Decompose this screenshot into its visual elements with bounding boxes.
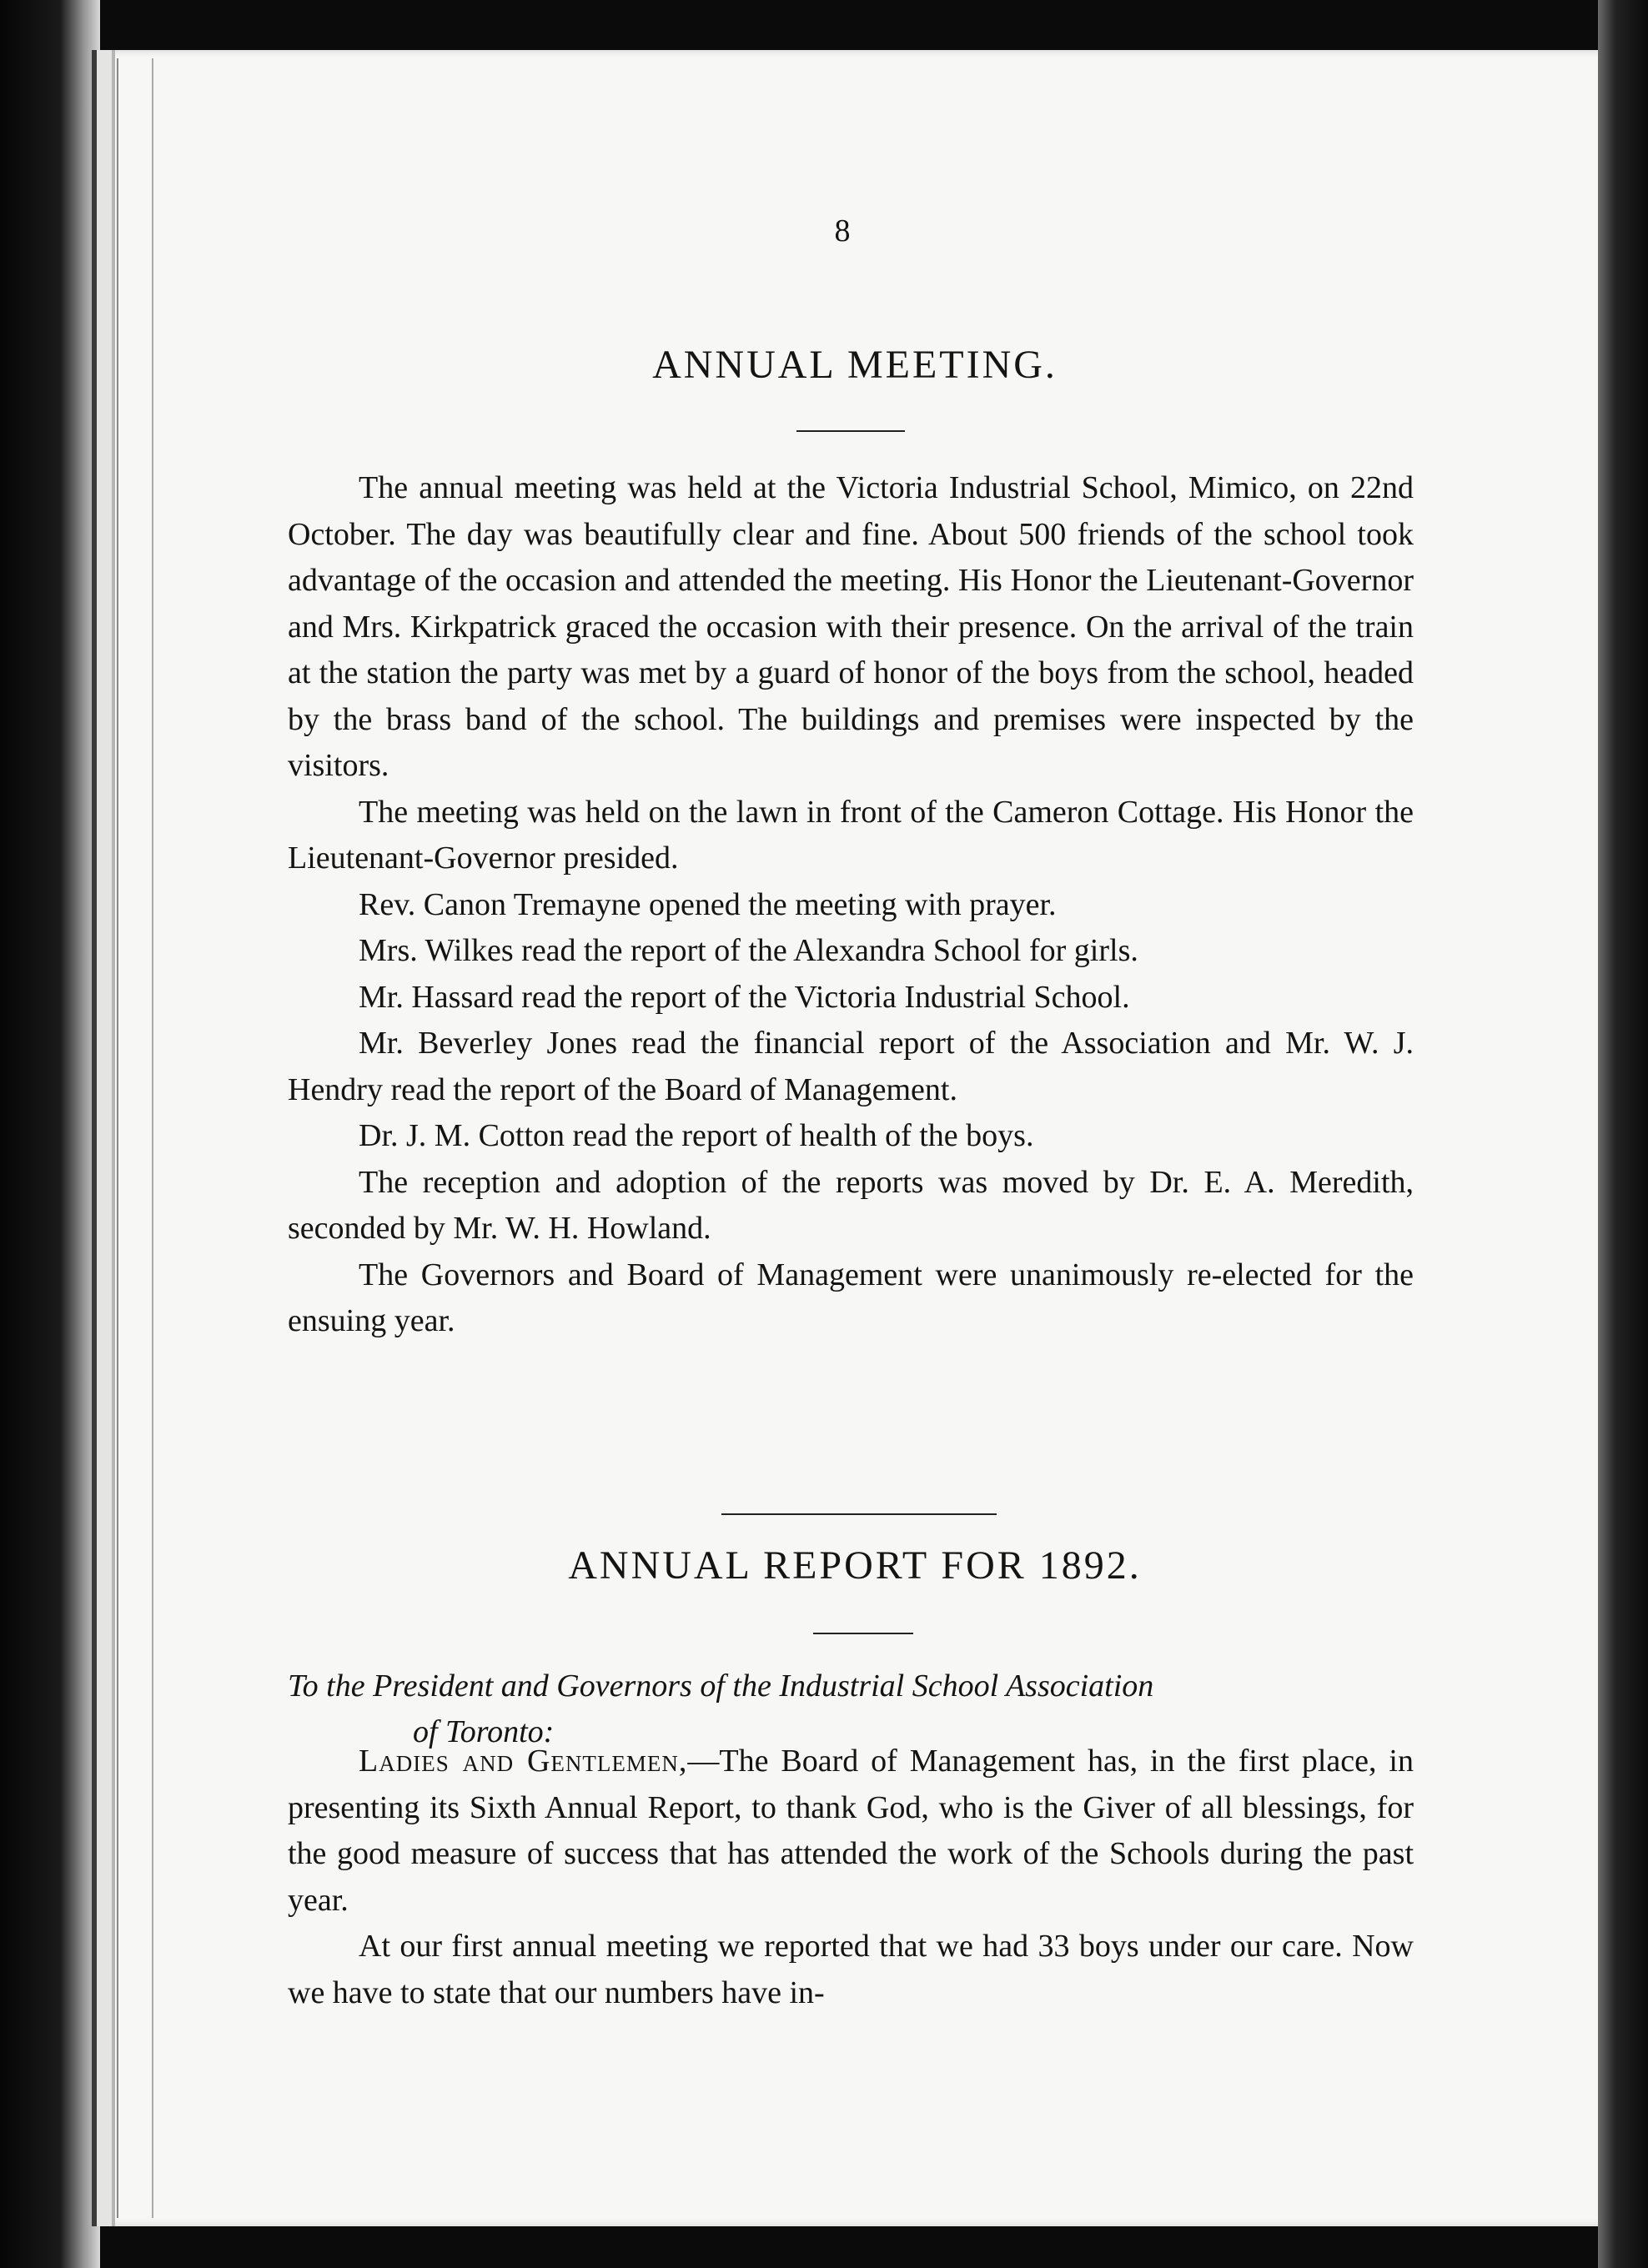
paragraph: Mr. Beverley Jones read the financial report of the Association and Mr. W. J. Hendry read the report of the Board of Management. [288, 1026, 1414, 1107]
paragraph-text: —The Board of Management has, in the first place, in presenting its Sixth Annual Report, to thank God, who is the Giver of all blessings, for the good measure of success that has attended the work of the Schools during the past year. [288, 1744, 1414, 1918]
paragraph: The Governors and Board of Management were unanimously re-elected for the ensuing year. [288, 1257, 1414, 1338]
paragraph: The meeting was held on the lawn in front of the Cameron Cottage. His Honor the Lieutenant-Governor presided. [288, 794, 1414, 876]
address-line: of Toronto: [413, 1714, 555, 1749]
paragraph: The annual meeting was held at the Victoria Industrial School, Mimico, on 22nd October. The day was beautifully clear and fine. About 500 friends of the school took advantage of the occasion and attended the meeting. His Honor the Lieutenant-Governor and Mrs. Kirkpatrick graced the occasion with their presence. On the arrival of the train at the station the party was met by a guard of honor of the boys from the school, headed by the brass band of the school. The buildings and premises were inspected by the visitors. [288, 470, 1414, 783]
paragraph: Rev. Canon Tremayne opened the meeting with prayer. [359, 886, 1057, 922]
paragraph: Mrs. Wilkes read the report of the Alexandra School for girls. [359, 933, 1138, 968]
page-gutter-lines [117, 58, 153, 2218]
paragraph: The reception and adoption of the reports was moved by Dr. E. A. Meredith, seconded by Mr. W. H. Howland. [288, 1164, 1414, 1246]
scan-border-right [1598, 0, 1648, 2268]
salutation: Ladies and Gentlemen, [359, 1744, 688, 1779]
section-title-annual-meeting: ANNUAL MEETING. [652, 343, 1058, 387]
title-underline [813, 1633, 913, 1634]
paragraph: At our first annual meeting we reported that we had 33 boys under our care. Now we have to state that our numbers have in- [288, 1929, 1414, 2010]
paragraph: Dr. J. M. Cotton read the report of health of the boys. [359, 1118, 1034, 1153]
address-line: To the President and Governors of the Industrial School Association [288, 1668, 1154, 1704]
scan-border-left [0, 0, 100, 2268]
page-content [288, 0, 1422, 2268]
page-number: 8 [834, 213, 851, 248]
title-underline [796, 430, 905, 432]
section-divider [721, 1513, 997, 1515]
paragraph [288, 1739, 1414, 1924]
annual-report-body [288, 1739, 1414, 2016]
paragraph: Mr. Hassard read the report of the Victoria Industrial School. [359, 979, 1130, 1015]
section-title-annual-report: ANNUAL REPORT FOR 1892. [568, 1543, 1142, 1588]
annual-meeting-body [288, 465, 1414, 1345]
